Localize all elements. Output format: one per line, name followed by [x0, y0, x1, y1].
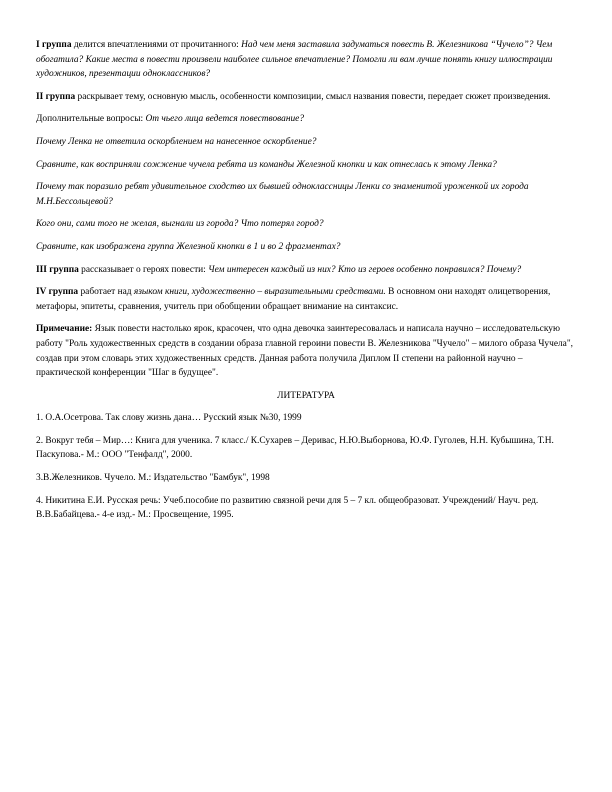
- group2-paragraph: [36, 90, 576, 105]
- extra-question-2: Почему Ленка не ответила оскорблением на нанесенное оскорбление?: [36, 136, 317, 147]
- literature-item: 4. Никитина Е.И. Русская речь: Учеб.пособие по развитию связной речи для 5 – 7 кл. общеобразоват. Учреждений/ Науч. ред. В.В.Бабайцева.- 4-е изд.- М.: Просвещение, 1995.: [36, 495, 539, 521]
- group4-emphasis: языком книги, художественно – выразительными средствами.: [133, 287, 386, 298]
- group2-heading: II группа: [36, 91, 76, 102]
- group4-lead: работает над: [78, 287, 134, 298]
- literature-title: ЛИТЕРАТУРА: [277, 390, 335, 401]
- extra-question-5: Кого они, сами того не желая, выгнали из города? Что потерял город?: [36, 219, 324, 230]
- group1-heading: I группа: [36, 40, 72, 50]
- document-page: [36, 38, 576, 531]
- group3-heading: III группа: [36, 264, 79, 275]
- note-heading: Примечание:: [36, 324, 93, 335]
- extra-questions-lead: Дополнительные вопросы:: [36, 114, 146, 125]
- group4-rest: В основном они находят олицетворения, метафоры, эпитеты, сравнения, учитель при обобщении обращает внимание на синтаксис.: [36, 287, 551, 312]
- group1-lead: делится впечатлениями от прочитанного:: [71, 40, 242, 50]
- group3-paragraph: [36, 263, 576, 278]
- literature-list: [36, 411, 576, 523]
- group4-paragraph: [36, 285, 576, 314]
- group3-lead: рассказывает о героях повести:: [78, 264, 209, 275]
- group3-questions: Чем интересен каждый из них? Кто из героев особенно понравился? Почему?: [208, 264, 522, 275]
- note-text: Язык повести настолько ярок, красочен, что одна девочка заинтересовалась и написала научно – исследовательскую работу "Роль художественных средств в создании образа главной героини повести В. Железникова "Чучело" – милого образа Чучела", создав при этом словарь этих художественных средств. Данная работа получила Диплом II степени на районной научно – практической конференции "Шаг в будущее".: [36, 324, 574, 379]
- extra-question-4: Почему так поразило ребят удивительное сходство их бывшей одноклассницы Ленки со знаменитой уроженкой их города М.Н.Бессольцевой?: [36, 182, 529, 207]
- group1-paragraph: [36, 38, 576, 82]
- extra-question-6: Сравните, как изображена группа Железной кнопки в 1 и во 2 фрагментах?: [36, 241, 341, 252]
- extra-question-1: От чьего лица ведется повествование?: [145, 114, 305, 125]
- note-paragraph: [36, 322, 576, 380]
- extra-question-3: Сравните, как восприняли сожжение чучела ребята из команды Железной кнопки и как отнеслась к этому Ленка?: [36, 159, 497, 170]
- literature-item: 1. О.А.Осетрова. Так слову жизнь дана… Русский язык №30, 1999: [36, 413, 302, 424]
- literature-item: 2. Вокруг тебя – Мир…: Книга для ученика. 7 класс./ К.Сухарев – Деривас, Н.Ю.Выборнова, Ю.Ф. Гуголев, Н.Н. Кубышина, Т.Н. Паскупова.- М.: ООО "Тенфалд", 2000.: [36, 435, 554, 461]
- extra-questions-intro: [36, 112, 576, 127]
- literature-item: 3.В.Железников. Чучело. М.: Издательство "Бамбук", 1998: [36, 473, 270, 484]
- group4-heading: IV группа: [36, 287, 79, 298]
- group1-questions: Над чем меня заставила задуматься повесть В. Железникова “Чучело”? Чем обогатила? Какие места в повести произвели наиболее сильное впечатление? Помогли ли вам лучше понять книгу иллюстрации художников, презентации одноклассников?: [36, 40, 553, 80]
- group2-text: раскрывает тему, основную мысль, особенности композиции, смысл названия повести, передает сюжет произведения.: [75, 91, 551, 102]
